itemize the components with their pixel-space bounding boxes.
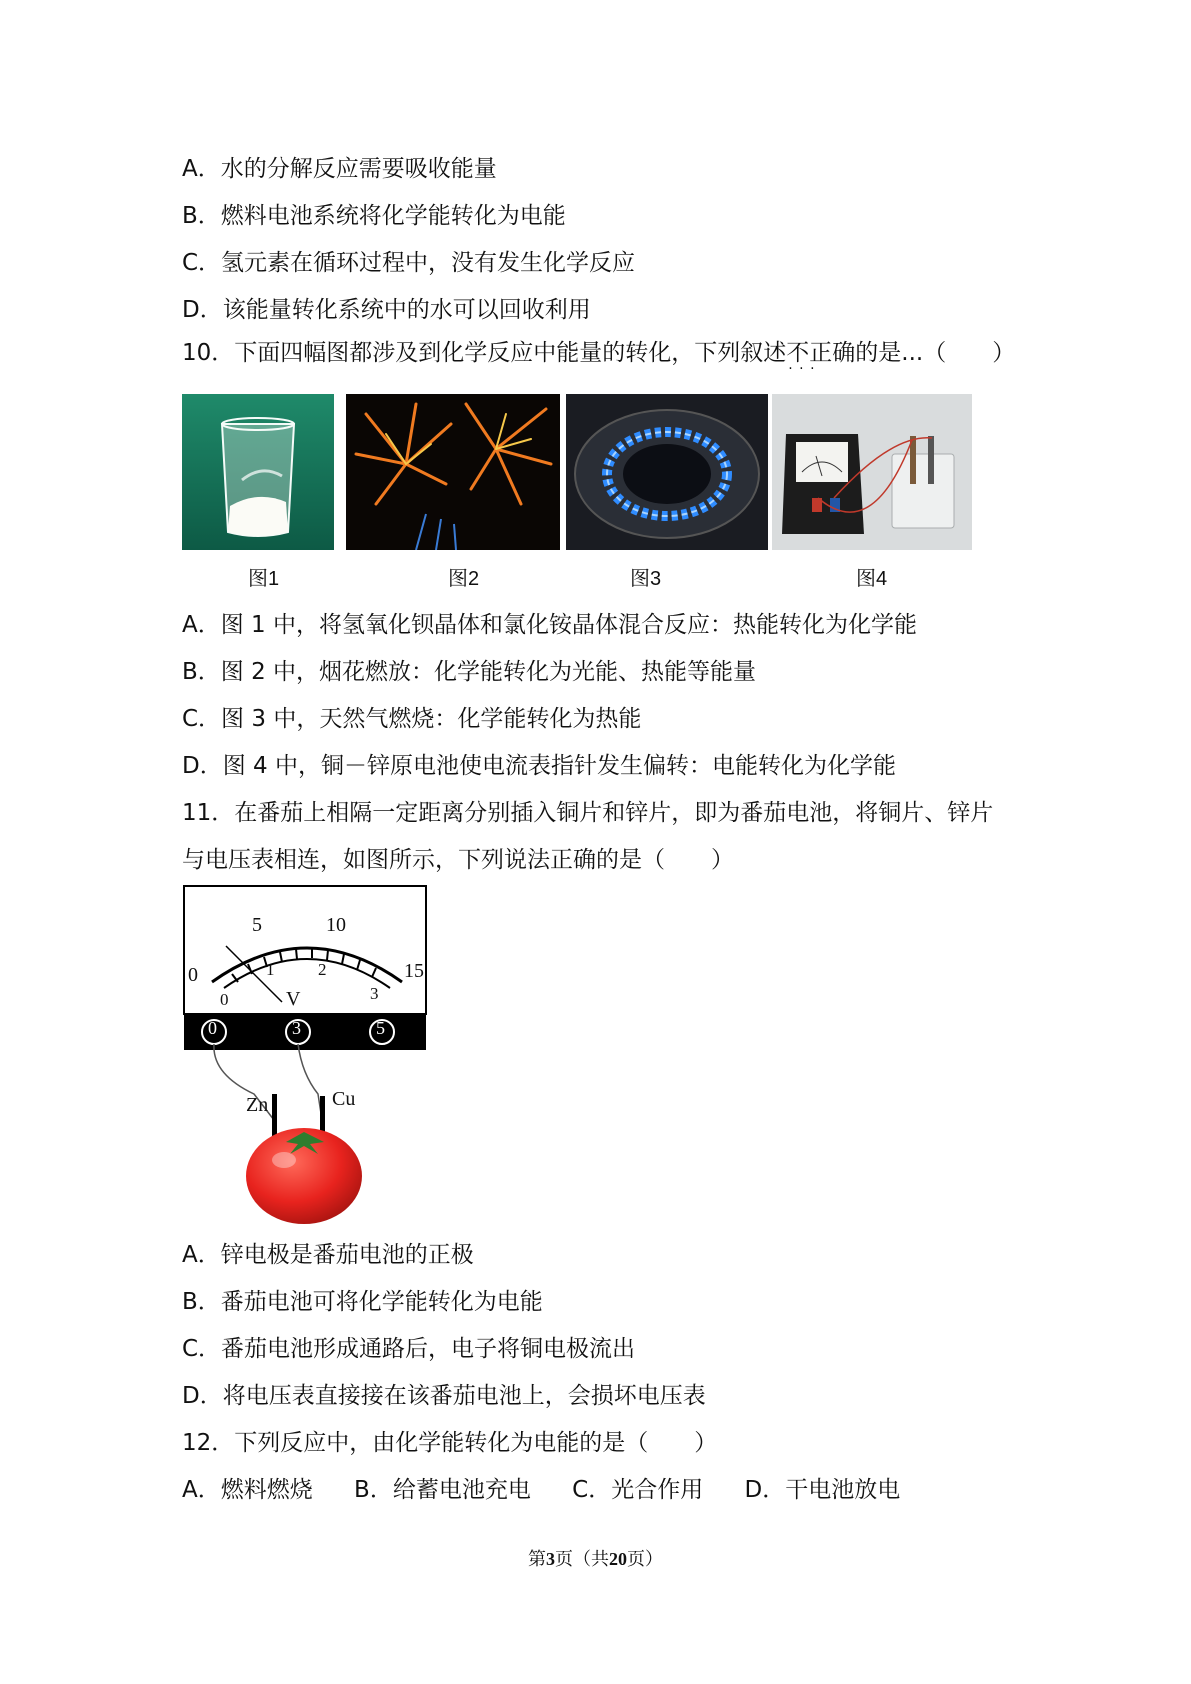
- meter-upper-scale-5: 5: [252, 914, 262, 936]
- figure-4-caption: 图4: [856, 568, 888, 590]
- meter-terminal-3: 3: [292, 1018, 301, 1038]
- q11-option-a: A．锌电极是番茄电池的正极: [182, 1242, 474, 1268]
- q10-stem-after: 的是...（ ）: [855, 340, 1016, 366]
- footer-total-pages: 20: [609, 1549, 627, 1569]
- q10-stem-emphasis: 不正确 · · ·: [786, 340, 855, 366]
- meter-upper-scale-0: 0: [188, 964, 198, 986]
- meter-terminal-0: 0: [208, 1018, 217, 1038]
- q12-option-a: A．燃料燃烧: [182, 1477, 313, 1503]
- meter-lower-scale-1: 1: [266, 960, 275, 979]
- meter-lower-scale-0: 0: [220, 990, 229, 1009]
- figure-1-caption: 图1: [248, 568, 280, 590]
- q9-option-b: B．燃料电池系统将化学能转化为电能: [182, 203, 566, 229]
- footer-page-number: 3: [546, 1549, 555, 1569]
- q10-option-d: D．图 4 中，铜－锌原电池使电流表指针发生偏转：电能转化为化学能: [182, 753, 896, 779]
- tomato-battery-diagram: [182, 884, 432, 1224]
- meter-upper-scale-10: 10: [326, 914, 346, 936]
- q10-option-c: C．图 3 中，天然气燃烧：化学能转化为热能: [182, 706, 642, 732]
- q10-option-a: A．图 1 中，将氢氧化钡晶体和氯化铵晶体混合反应：热能转化为化学能: [182, 612, 917, 638]
- figure-1-beaker: [182, 394, 334, 550]
- meter-unit: V: [286, 988, 301, 1010]
- q11-stem-line1: 11．在番茄上相隔一定距离分别插入铜片和锌片，即为番茄电池，将铜片、锌片: [182, 800, 994, 826]
- q11-option-b: B．番茄电池可将化学能转化为电能: [182, 1289, 543, 1315]
- figure-2-caption: 图2: [448, 568, 480, 590]
- q11-option-c: C．番茄电池形成通路后，电子将铜电极流出: [182, 1336, 636, 1362]
- q11-option-d: D．将电压表直接接在该番茄电池上，会损坏电压表: [182, 1383, 706, 1409]
- q10-stem: [182, 338, 1015, 368]
- electrode-zn-label: Zn: [246, 1094, 269, 1116]
- electrode-cu-label: Cu: [332, 1088, 356, 1110]
- q9-option-c: C．氢元素在循环过程中，没有发生化学反应: [182, 250, 636, 276]
- q12-option-b: B．给蓄电池充电: [354, 1477, 531, 1503]
- figure-2-fireworks: [346, 394, 560, 550]
- figure-4-galvanic-cell: [772, 394, 972, 550]
- footer-pre: 第: [528, 1549, 546, 1569]
- q12-option-c: C．光合作用: [572, 1477, 704, 1503]
- footer-mid: 页（共: [555, 1549, 609, 1569]
- q11-stem-line2: 与电压表相连，如图所示，下列说法正确的是（ ）: [182, 847, 734, 873]
- meter-lower-scale-2: 2: [318, 960, 327, 979]
- q10-option-b: B．图 2 中，烟花燃放：化学能转化为光能、热能等能量: [182, 659, 757, 685]
- figure-3-caption: 图3: [630, 568, 662, 590]
- q12-options: [182, 1475, 934, 1505]
- figure-3-gas-burner: [566, 394, 768, 550]
- q12-stem: 12．下列反应中，由化学能转化为电能的是（ ）: [182, 1430, 718, 1456]
- meter-terminal-5: 5: [376, 1018, 385, 1038]
- page-footer: [0, 1545, 1191, 1571]
- q9-option-a: A．水的分解反应需要吸收能量: [182, 156, 497, 182]
- q9-option-d: D．该能量转化系统中的水可以回收利用: [182, 297, 591, 323]
- q12-option-d: D．干电池放电: [744, 1477, 901, 1503]
- meter-upper-scale-15: 15: [404, 960, 424, 982]
- footer-post: 页）: [627, 1549, 663, 1569]
- q10-stem-before: 10．下面四幅图都涉及到化学反应中能量的转化，下列叙述: [182, 340, 787, 366]
- meter-lower-scale-3: 3: [370, 984, 379, 1003]
